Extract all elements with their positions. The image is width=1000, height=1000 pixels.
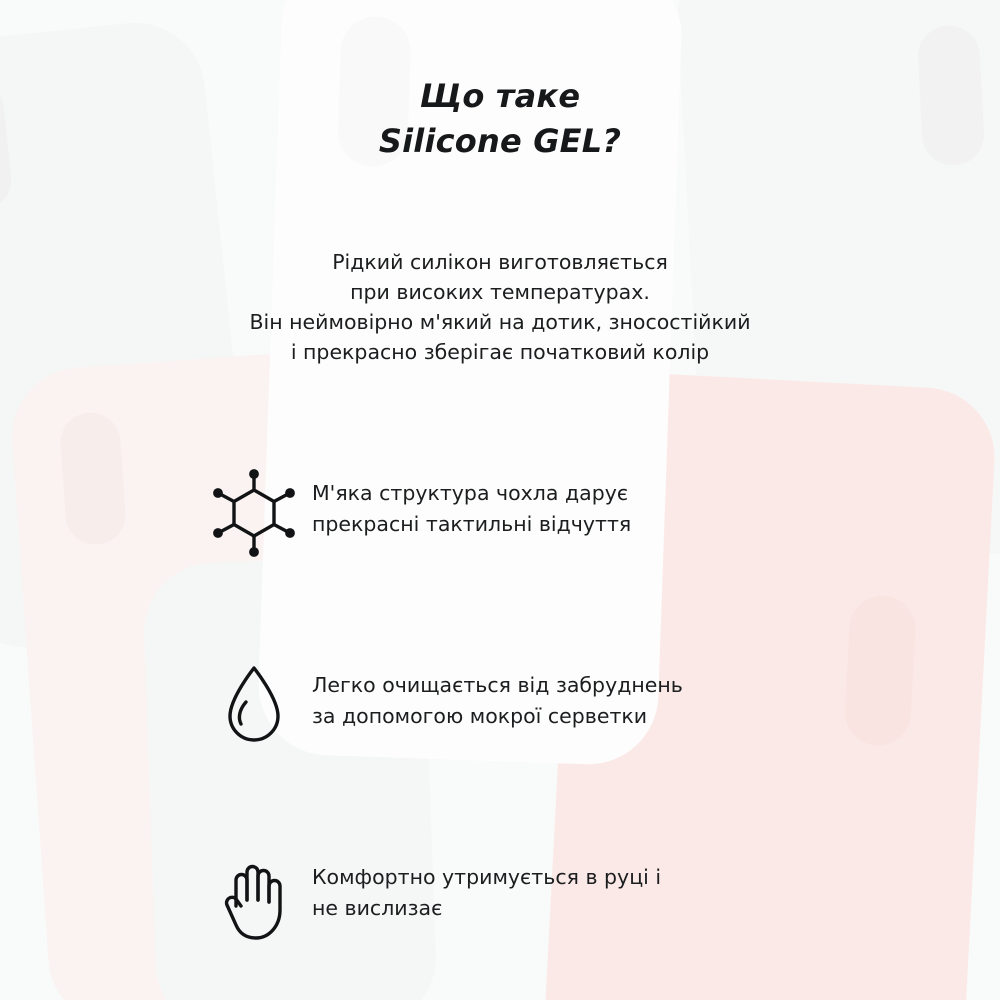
feature-item bbox=[196, 654, 876, 754]
feature-item bbox=[196, 462, 876, 562]
intro-line-3: Він неймовірно м'який на дотик, зносостійкий bbox=[249, 310, 751, 335]
feature-line-2: за допомогою мокрої серветки bbox=[312, 703, 648, 728]
feature-line-2: прекрасні тактильні відчуття bbox=[312, 511, 632, 536]
intro-line-1: Рідкий силікон виготовляється bbox=[332, 250, 668, 274]
feature-text bbox=[312, 462, 876, 540]
hand-icon bbox=[196, 846, 312, 946]
intro-paragraph bbox=[0, 247, 1000, 368]
feature-line-1: М'яка структура чохла дарує bbox=[312, 481, 629, 505]
feature-item bbox=[196, 846, 876, 946]
title-line-2: Silicone GEL? bbox=[378, 122, 622, 161]
intro-line-4: і прекрасно зберігає початковий колір bbox=[290, 340, 710, 365]
feature-line-2: не вислизає bbox=[312, 895, 443, 920]
intro-line-2: при високих температурах. bbox=[350, 280, 650, 305]
feature-text bbox=[312, 654, 876, 732]
feature-text bbox=[312, 846, 876, 924]
feature-list bbox=[196, 462, 876, 946]
molecule-icon bbox=[196, 462, 312, 562]
feature-line-1: Комфортно утримується в руці і bbox=[312, 865, 662, 889]
feature-line-1: Легко очищається від забруднень bbox=[312, 673, 683, 697]
water-drop-icon bbox=[196, 654, 312, 754]
page-title bbox=[0, 74, 1000, 165]
title-line-1: Що таке bbox=[419, 77, 581, 115]
